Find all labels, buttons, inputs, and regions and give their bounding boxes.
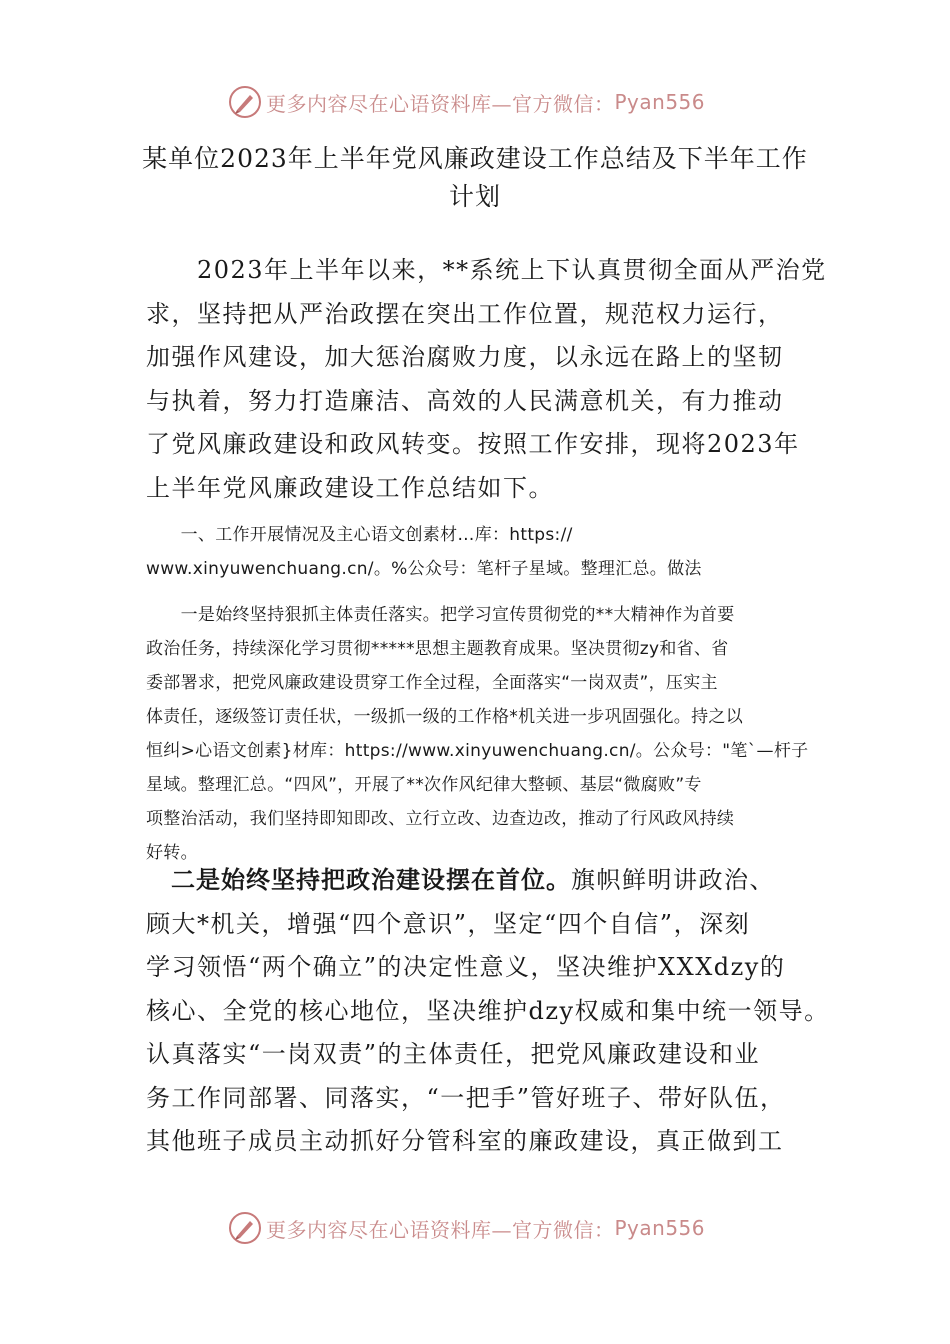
banner-wechat-id: Pyan556 xyxy=(614,1216,706,1240)
body-paragraph-3 xyxy=(146,859,830,1164)
watermark-banner-top xyxy=(228,82,705,122)
watermark-banner-bottom xyxy=(228,1208,705,1248)
paragraph-lead-bold: 二是始终坚持把政治建设摆在首位。 xyxy=(146,866,571,894)
text-line: 求，坚持把从严治政摆在突出工作位置，规范权力运行， xyxy=(146,299,784,328)
text-line: 上半年党风廉政建设工作总结如下。 xyxy=(146,473,554,502)
title-line: 某单位2023年上半年党风廉政建设工作总结及下半年工作 xyxy=(142,144,808,173)
text-line: 委部署求，把党风廉政建设贯穿工作全过程，全面落实“一岗双责”，压实主 xyxy=(146,673,718,693)
text-line: 恒纠>心语文创素}材库：https://www.xinyuwenchuang.cn/。公众号："笔`—杆子 xyxy=(146,741,809,761)
paragraph-lead-rest: 旗帜鲜明讲政治、 xyxy=(571,866,775,894)
title-line: 计划 xyxy=(448,182,501,211)
pen-logo-icon xyxy=(228,85,262,119)
text-line: www.xinyuwenchuang.cn/。%公众号：笔杆子星域。整理汇总。做法 xyxy=(146,559,702,579)
body-paragraph-2 xyxy=(146,598,808,870)
text-line: 了党风廉政建设和政风转变。按照工作安排，现将2023年 xyxy=(146,430,800,458)
text-line: 顾大*机关，增强“四个意识”，坚定“四个自信”，深刻 xyxy=(146,909,751,938)
banner-text: 更多内容尽在心语资料库—官方微信： xyxy=(266,91,615,116)
intro-paragraph xyxy=(146,249,827,510)
text-line: 其他班子成员主动抓好分管科室的廉政建设，真正做到工 xyxy=(146,1127,784,1155)
text-line: 体责任，逐级签订责任状，一级抓一级的工作格*机关进一步巩固强化。持之以 xyxy=(146,707,743,727)
pen-logo-icon xyxy=(228,1211,262,1245)
text-line: 政治任务，持续深化学习贯彻*****思想主题教育成果。坚决贯彻zy和省、省 xyxy=(146,639,729,659)
text-line: 认真落实“一岗双责”的主体责任，把党风廉政建设和业 xyxy=(146,1040,761,1068)
text-line: 星域。整理汇总。“四风”，开展了**次作风纪律大整顿、基层“微腐败”专 xyxy=(146,775,702,795)
text-line: 一是始终坚持狠抓主体责任落实。把学习宣传贯彻党的**大精神作为首要 xyxy=(146,605,735,625)
text-line: 一、工作开展情况及主心语文创素材…库：https:// xyxy=(146,525,573,545)
banner-wechat-id: Pyan556 xyxy=(614,90,706,114)
text-line: 务工作同部署、同落实，“一把手”管好班子、带好队伍， xyxy=(146,1083,786,1112)
document-title xyxy=(130,140,820,216)
text-line: 学习领悟“两个确立”的决定性意义，坚决维护XXXdzy的 xyxy=(146,953,786,981)
text-line: 加强作风建设，加大惩治腐败力度，以永远在路上的坚韧 xyxy=(146,343,784,371)
text-line: 2023年上半年以来，**系统上下认真贯彻全面从严治党 xyxy=(146,256,827,284)
section-heading-1 xyxy=(146,518,702,586)
text-line xyxy=(146,859,830,903)
text-line: 核心、全党的核心地位，坚决维护dzy权威和集中统一领导。 xyxy=(146,996,830,1025)
text-line: 与执着，努力打造廉洁、高效的人民满意机关，有力推动 xyxy=(146,386,784,415)
text-line: 好转。 xyxy=(146,843,198,863)
text-line: 项整治活动，我们坚持即知即改、立行立改、边查边改，推动了行风政风持续 xyxy=(146,809,735,829)
banner-text: 更多内容尽在心语资料库—官方微信： xyxy=(266,1217,615,1242)
